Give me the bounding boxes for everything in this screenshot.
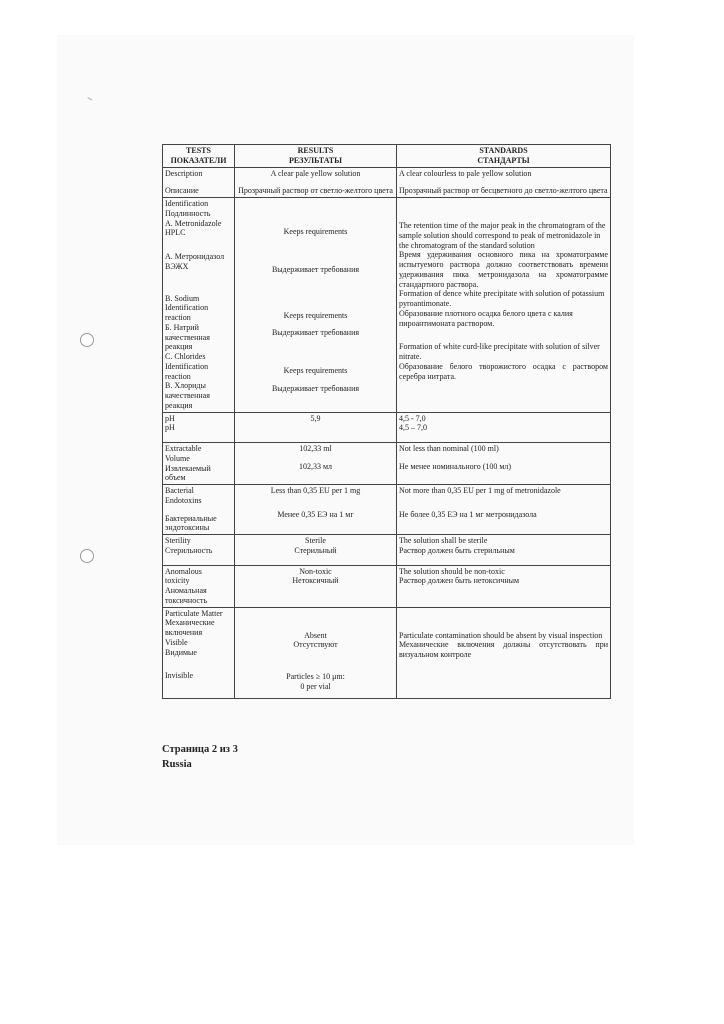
header-standards: STANDARDS СТАНДАРТЫ [397,145,611,168]
row-particulate [163,607,611,699]
row-extractable-volume [163,443,611,485]
test-identification: Identification Подлинность A. Metronidazole HPLC А. Метронидазол ВЭЖХ B. Sodium Identification reaction Б. Натрий качественная реакция C. Chlorides Identification reaction В. Хлориды качественная реакция [163,198,235,413]
test-volume: Extractable Volume Извлекаемый объем [163,443,235,485]
row-ph [163,412,611,443]
result-identification: Keeps requirements Выдерживает требования Keeps requirements Выдерживает требования Keeps requirements Выдерживает требования [235,198,397,413]
standard-volume: Not less than nominal (100 ml) Не менее номинального (100 мл) [397,443,611,485]
result-endotoxins: Less than 0,35 EU per 1 mg Менее 0,35 ЕЭ на 1 мг [235,485,397,535]
header-row [163,145,611,168]
standard-sterility: The solution shall be sterile Раствор должен быть стерильным [397,535,611,566]
result-sterility: Sterile Стерильный [235,535,397,566]
punch-hole-top [80,333,94,347]
row-description [163,167,611,198]
result-toxicity: Non-toxic Нетоксичный [235,565,397,607]
country-label: Russia [162,759,192,770]
test-description: Description Описание [163,167,235,198]
row-sterility [163,535,611,566]
standard-identification: The retention time of the major peak in the chromatogram of the sample solution should correspond to peak of metronidazole in the chromatogram of the standard solution Время удерживания основного пика на хроматограмме испытуемого раствора должно соответствовать времени удерживания пика метронидазола на хроматограмме стандартного раствора. Formation of dence white precipitate with solution of potassium pyroantimonate. Образование плотного осадка белого цвета с калия пироантимоната раствором. Formation of white curd-like precipitate with solution of silver nitrate. Образование белого творожистого осадка с раствором серебра нитрата. [397,198,611,413]
test-endotoxins: Bacterial Endotoxins Бактериальные эндотоксины [163,485,235,535]
page-number: Страница 2 из 3 [162,744,238,755]
standard-ph: 4,5 - 7,0 4,5 – 7,0 [397,412,611,443]
test-toxicity: Anomalous toxicity Аномальная токсичность [163,565,235,607]
standard-description: A clear colourless to pale yellow solution Прозрачный раствор от бесцветного до светло-желтого цвета [397,167,611,198]
punch-hole-bottom [80,549,94,563]
row-toxicity [163,565,611,607]
result-description: A clear pale yellow solution Прозрачный раствор от светло-желтого цвета [235,167,397,198]
row-endotoxins [163,485,611,535]
standard-endotoxins: Not more than 0,35 EU per 1 mg of metronidazole Не более 0,35 ЕЭ на 1 мг метронидазола [397,485,611,535]
test-sterility: Sterility Стерильность [163,535,235,566]
test-particulate: Particulate Matter Механические включения Visible Видимые Invisible [163,607,235,699]
test-ph: pH pH [163,412,235,443]
standard-particulate: Particulate contamination should be absent by visual inspection Механические включения должны отсутствовать при визуальном контроле [397,607,611,699]
specification-table [162,144,611,699]
result-volume: 102,33 ml 102,33 мл [235,443,397,485]
standard-toxicity: The solution should be non-toxic Раствор должен быть нетоксичным [397,565,611,607]
row-identification [163,198,611,413]
header-tests: TESTS ПОКАЗАТЕЛИ [163,145,235,168]
header-results: RESULTS РЕЗУЛЬТАТЫ [235,145,397,168]
result-ph: 5,9 [235,412,397,443]
result-particulate: Absent Отсутствуют Particles ≥ 10 μm: 0 per vial [235,607,397,699]
